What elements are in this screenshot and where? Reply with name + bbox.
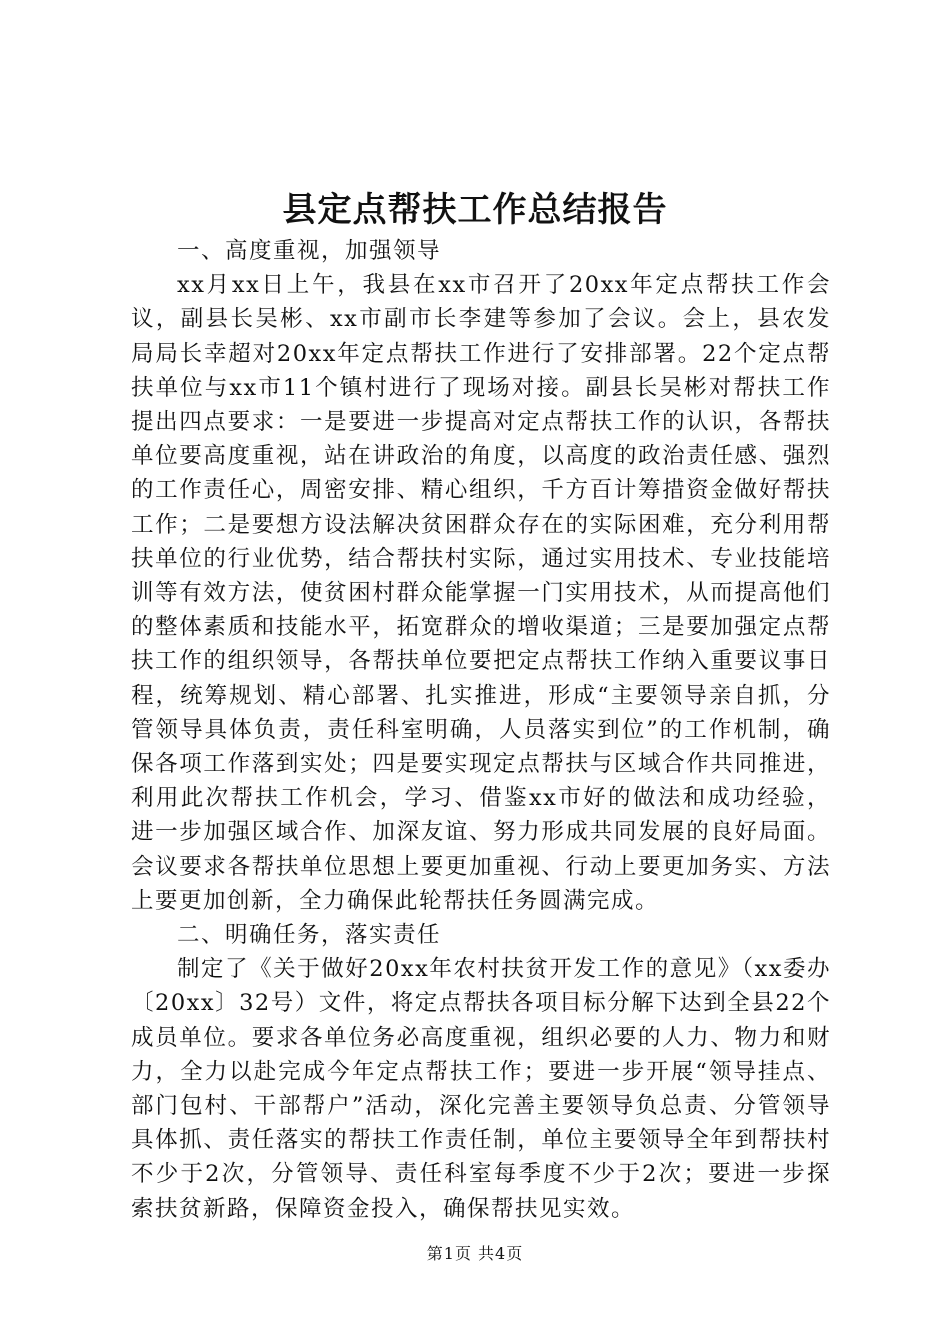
section-paragraph-1: xx月xx日上午，我县在xx市召开了20xx年定点帮扶工作会议，副县长吴彬、xx市副市长李建等参加了会议。会上，县农发局局长幸超对20xx年定点帮扶工作进行了安排部署。22个定点帮扶单位与xx市11个镇村进行了现场对接。副县长吴彬对帮扶工作提出四点要求：一是要进一步提高对定点帮扶工作的认识，各帮扶单位要高度重视，站在讲政治的角度，以高度的政治责任感、强烈的工作责任心，周密安排、精心组织，千方百计筹措资金做好帮扶工作；二是要想方设法解决贫困群众存在的实际困难，充分利用帮扶单位的行业优势，结合帮扶村实际，通过实用技术、专业技能培训等有效方法，使贫困村群众能掌握一门实用技术，从而提高他们的整体素质和技能水平，拓宽群众的增收渠道；三是要加强定点帮扶工作的组织领导，各帮扶单位要把定点帮扶工作纳入重要议事日程，统筹规划、精心部署、扎实推进，形成“主要领导亲自抓，分管领导具体负责，责任科室明确，人员落实到位”的工作机制，确保各项工作落到实处；四是要实现定点帮扶与区域合作共同推进，利用此次帮扶工作机会，学习、借鉴xx市好的做法和成功经验，进一步加强区域合作、加深友谊、努力形成共同发展的良好局面。会议要求各帮扶单位思想上要更加重视、行动上要更加务实、方法上要更加创新，全力确保此轮帮扶任务圆满完成。 [131, 272, 831, 914]
section-heading-1: 一、高度重视，加强领导 [177, 238, 442, 264]
page-footer: 第1页 共4页 [426, 1244, 524, 1263]
section-paragraph-2: 制定了《关于做好20xx年农村扶贫开发工作的意见》（xx委办〔20xx〕32号）文件，将定点帮扶各项目标分解下达到全县22个成员单位。要求各单位务必高度重视，组织必要的人力、物力和财力，全力以赴完成今年定点帮扶工作；要进一步开展“领导挂点、部门包村、干部帮户”活动，深化完善主要领导负总责、分管领导具体抓、责任落实的帮扶工作责任制，单位主要领导全年到帮扶村不少于2次，分管领导、责任科室每季度不少于2次；要进一步探索扶贫新路，保障资金投入，确保帮扶见实效。 [131, 956, 831, 1222]
document-body [131, 234, 831, 1226]
section-heading-2: 二、明确任务，落实责任 [177, 922, 442, 949]
document-title: 县定点帮扶工作总结报告 [282, 190, 668, 230]
